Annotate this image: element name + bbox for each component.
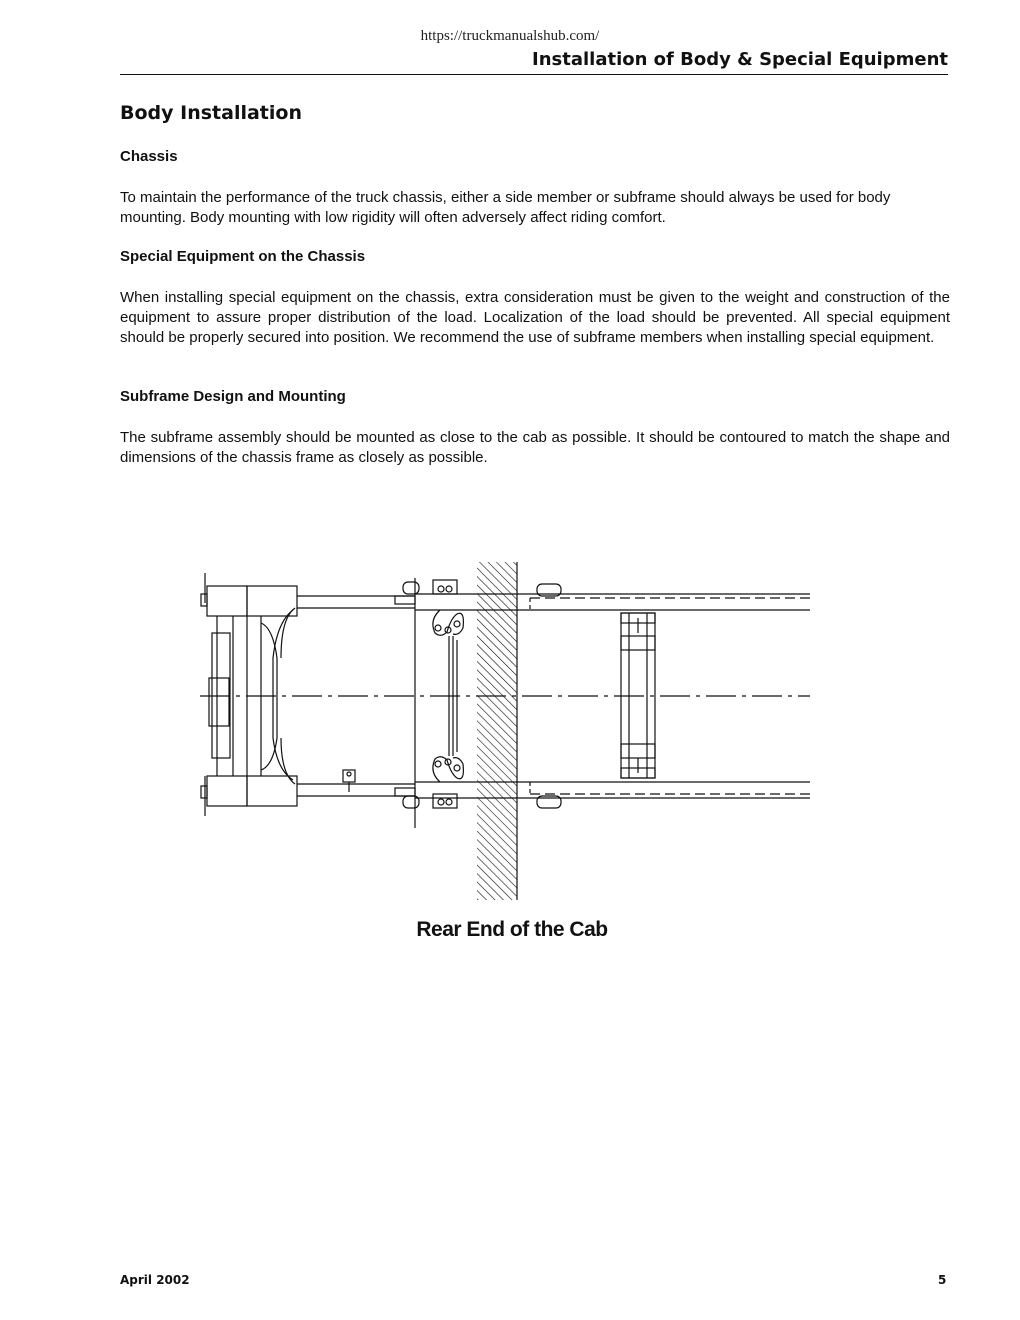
subsection-heading-chassis: Chassis <box>120 148 178 165</box>
subsection-heading-special-equipment: Special Equipment on the Chassis <box>120 248 366 265</box>
source-url[interactable]: https://truckmanualshub.com/ <box>420 28 600 44</box>
footer-date: April 2002 <box>120 1273 190 1287</box>
paragraph-chassis: To maintain the performance of the truck chassis, either a side member or subframe should always be used for body mounting. Body mounting with low rigidity will often adversely affect riding comfort. <box>120 189 891 226</box>
paragraph-subframe: The subframe assembly should be mounted as close to the cab as possible. It should be contoured to match the shape and dimensions of the chassis frame as closely as possible. <box>120 429 950 466</box>
paragraph-special-equipment: When installing special equipment on the chassis, extra consideration must be given to the weight and construction of the equipment to assure proper distribution of the load. Localization of the load should be prevented. All special equipment should be properly secured into position. We recommend the use of subframe members when installing special equipment. <box>120 289 950 346</box>
subsection-heading-subframe: Subframe Design and Mounting <box>120 388 346 405</box>
page-header-title: Installation of Body & Special Equipment <box>532 49 948 70</box>
chassis-frame-diagram <box>195 558 815 903</box>
figure-caption: Rear End of the Cab <box>416 918 608 941</box>
section-title: Body Installation <box>120 102 302 124</box>
page-number: 5 <box>938 1273 947 1287</box>
header-divider <box>120 74 948 75</box>
